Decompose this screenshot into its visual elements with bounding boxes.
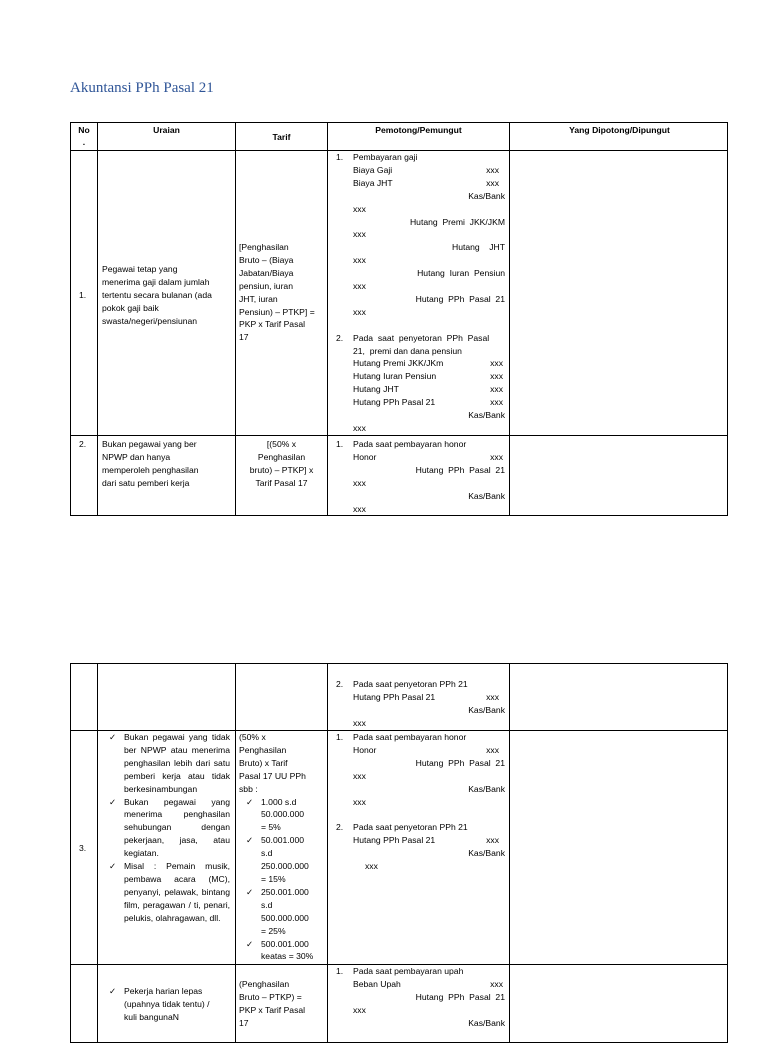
pph21-table-part2 (70, 663, 728, 1043)
uraian-cell (109, 731, 230, 925)
header-no: No . (78, 125, 90, 147)
list-item: ✓ Misal : Pemain musik, pembawa acara (MC), penyanyi, pelawak, bintang film, peragawan / ti, penari, pelukis, olahragawan, dll. (109, 861, 230, 923)
list-item: ✓ Bukan pegawai yang menerima penghasilan sehubungan dengan pekerjaan, jasa, atau kegiatan. (109, 796, 230, 859)
check-icon: ✓ (246, 796, 254, 807)
column-divider (235, 664, 236, 1042)
check-icon: ✓ (109, 986, 117, 996)
tarif-cell: (Penghasilan Bruto – PTKP) = PKP x Tarif Pasal 17 (239, 979, 306, 1028)
journal-entry-cell: 2. Pada saat penyetoran PPh 21 Hutang PPh Pasal 21 xxx Kas/Bank xxx (336, 679, 505, 728)
check-icon: ✓ (246, 835, 254, 846)
list-item: ✓ 500.001.000 keatas = 30% (246, 938, 314, 962)
row-divider (71, 435, 727, 436)
document-title: Akuntansi PPh Pasal 21 (70, 80, 214, 96)
list-item: ✓ 50.001.000 s.d 250.000.000 = 15% (246, 835, 309, 884)
row-number: 2. (79, 439, 87, 449)
list-item: ✓ 1.000 s.d 50.000.000 = 5% (246, 796, 305, 833)
header-dipotong: Yang Dipotong/Dipungut (569, 125, 670, 135)
check-icon: ✓ (246, 886, 254, 897)
tarif-cell: [(50% x Penghasilan bruto) – PTKP] x Tarif Pasal 17 (249, 439, 314, 488)
list-item: ✓ Bukan pegawai yang tidak ber NPWP atau menerima penghasilan lebih dari satu pemberi kerja atau tidak berkesinambungan (109, 732, 230, 794)
header-pemotong: Pemotong/Pemungut (375, 125, 462, 135)
check-icon: ✓ (109, 732, 117, 742)
check-icon: ✓ (109, 796, 117, 807)
column-divider (327, 664, 328, 1042)
uraian-cell: ✓ Pekerja harian lepas (upahnya tidak tentu) / kuli bangunaN (109, 986, 210, 1022)
column-divider (327, 123, 328, 515)
tarif-cell: (50% x Penghasilan Bruto) x Tarif Pasal 17 UU PPh sbb : ✓ 1.000 s.d 50.000.000 = 5% ✓ 50.001.000 s.d 250.000.000 = 15% ✓ 250.001.000 s.d 500.000.000 = 25% ✓ 500.001.000 keatas = 30% (239, 731, 327, 963)
check-icon: ✓ (246, 938, 254, 949)
column-divider (509, 123, 510, 515)
column-divider (509, 664, 510, 1042)
journal-entry-cell: 1. Pada saat pembayaran honor Honor xxx Hutang PPh Pasal 21 xxx Kas/Bank xxx 2. Pada saat penyetoran PPh 21 Hutang PPh Pasal 21 xxx Kas/Bank xxx (336, 732, 505, 872)
row-number: 1. (79, 290, 87, 300)
row-number: 3. (79, 843, 87, 853)
column-divider (97, 664, 98, 1042)
journal-entry-cell: 1. Pembayaran gaji Biaya Gaji xxx Biaya JHT xxx Kas/Bank xxx Hutang Premi JKK/JKM xxx Hutang JHT xxx Hutang Iuran Pensiun xxx Hutang PPh Pasal 21 xxx 2. Pada saat penyetoran PPh Pasal 21, premi dan dana pensiun Hutang Premi JKK/JKm xxx Hutang Iuran Pensiun xxx Hutang JHT xxx Hutang PPh Pasal 21 xxx Kas/Bank xxx (336, 152, 505, 434)
journal-entry-cell: 1. Pada saat pembayaran honor Honor xxx Hutang PPh Pasal 21 xxx Kas/Bank xxx (336, 439, 505, 514)
journal-entry-cell: 1. Pada saat pembayaran upah Beban Upah xxx Hutang PPh Pasal 21 xxx Kas/Bank (336, 966, 505, 1028)
uraian-cell: Bukan pegawai yang ber NPWP dan hanya memperoleh penghasilan dari satu pemberi kerja (102, 439, 199, 488)
check-icon: ✓ (109, 861, 117, 872)
column-divider (97, 123, 98, 515)
tarif-cell: [Penghasilan Bruto – (Biaya Jabatan/Biaya pensiun, iuran JHT, iuran Pensiun) – PTKP] = PKP x Tarif Pasal 17 (239, 242, 315, 343)
header-uraian: Uraian (153, 125, 180, 135)
list-item: ✓ 250.001.000 s.d 500.000.000 = 25% (246, 886, 309, 936)
pph21-table-part1 (70, 122, 728, 516)
header-tarif: Tarif (272, 132, 291, 142)
uraian-cell: Pegawai tetap yang menerima gaji dalam jumlah tertentu secara bulanan (ada pokok gaji baik swasta/negeri/pensiunan (102, 264, 212, 326)
